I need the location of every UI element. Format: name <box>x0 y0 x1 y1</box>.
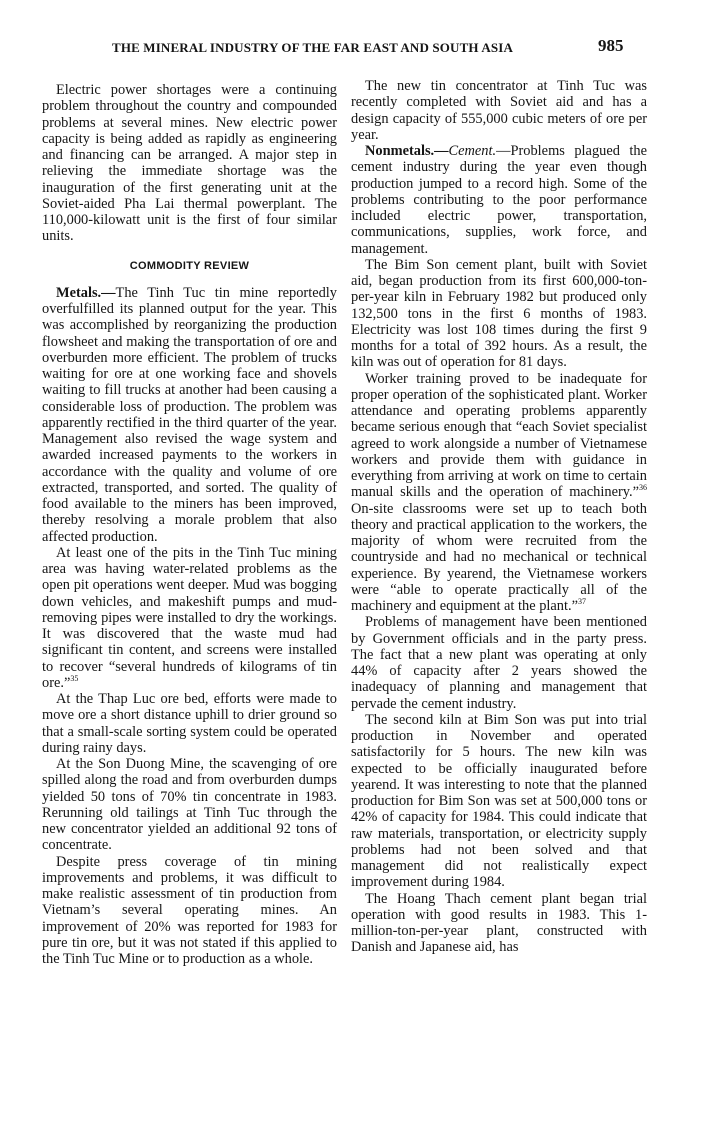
footnote-ref: 36 <box>639 483 647 493</box>
section-heading: COMMODITY REVIEW <box>129 259 250 272</box>
paragraph: Electric power shortages were a continuing problem throughout the country and compounded problems at several mines. New electric power capacity is being added as rapidly as engineering and financing can be arranged. A major step in relieving the immediate shortage was the inauguration of the first generating unit at the Soviet-aided Pha Lai thermal powerplant. The 110,000-kilowatt unit is the first of four similar units. <box>42 82 337 245</box>
right-column <box>351 78 647 956</box>
run-in-heading: Metals.— <box>56 284 116 301</box>
paragraph: At least one of the pits in the Tinh Tuc mining area was having water-related problems as the open pit operations went deeper. Mud was bogging down vehicles, and makeshift pumps and mud-removing pipes were installed to dry the workings. It was discovered that the waste mud had significant tin content, and screens were installed to recover “several hundreds of kilograms of tin ore.”$^{35}$ <box>42 544 337 691</box>
paragraph: The Hoang Thach cement plant began trial operation with good results in 1983. This 1-million-ton-per-year plant, constructed with Danish and Japanese aid, has <box>351 890 647 956</box>
run-in-heading: Nonmetals.— <box>365 143 449 159</box>
running-header <box>0 36 712 60</box>
run-in-subheading: Cement. <box>448 143 497 159</box>
footnote-ref: 35 <box>70 673 79 683</box>
paragraph: The Bim Son cement plant, built with Soviet aid, began production from its first 600,000-ton-per-year kiln in February 1982 but produced only 132,500 tons in the first 6 months of 1983. Electricity was lost 108 times during the first 9 months for a total of 392 hours. As a result, the kiln was out of operation for 81 days. <box>351 256 647 371</box>
paragraph: The second kiln at Bim Son was put into trial production in November and operated satisfactorily for 5 hours. The new kiln was expected to be officially inaugurated before yearend. It was interesting to note that the planned production for Bim Son was set at 500,000 tons or 42% of capacity for 1984. This could indicate that raw materials, transportation, or electricity supply problems had not been solved and that management did not realistically expect improvement during 1984. <box>351 711 647 891</box>
footnote-ref: 37 <box>577 597 586 607</box>
paragraph: Despite press coverage of tin mining improvements and problems, it was difficult to make realistic assessment of tin production from Vietnam’s several operating mines. An improvement of 20% was reported for 1983 for pure tin ore, but it was not stated if this applied to the Tinh Tuc Mine or to production as a whole. <box>42 853 337 967</box>
running-title: THE MINERAL INDUSTRY OF THE FAR EAST AND SOUTH ASIA <box>112 40 514 55</box>
paragraph: Worker training proved to be inadequate for proper operation of the sophisticated plant. Worker attendance and operating problems apparently became serious enough that “each Soviet specialist agreed to work alongside a number of Vietnamese workers and provide them with guidance in everything from arriving at work on time to certain manual skills and the operation of machinery.”$^{36}$ On-site classrooms were set up to teach both theory and practical application to the workers, the majority of whom were recruited from the countryside and had no mechanical or technical experience. By yearend, the Vietnamese workers were “able to operate practically all of the machinery and equipment at the plant.”$^{37}$ <box>351 370 647 614</box>
paragraph: At the Son Duong Mine, the scavenging of ore spilled along the road and from overburden dumps yielded 50 tons of 70% tin concentrate in 1983. Rerunning old tailings at Tinh Tuc through the new concentrator yielded an additional 92 tons of concentrate. <box>42 756 337 854</box>
paragraph: At the Thap Luc ore bed, efforts were made to move ore a short distance uphill to drier ground so that a small-scale sorting system could be operated during rainy days. <box>42 691 337 756</box>
left-column <box>42 82 337 967</box>
paragraph: Nonmetals.—Cement.—Problems plagued the cement industry during the year even though production jumped to a record high. Some of the problems contributing to the poor performance included electric power, transportation, communications, supplies, work force, and management. <box>351 143 647 257</box>
paragraph: Problems of management have been mentioned by Government officials and in the party press. The fact that a new plant was operating at only 44% of capacity after 2 years showed the inadequacy of planning and management that pervade the cement industry. <box>351 614 647 712</box>
paragraph: Metals.—The Tinh Tuc tin mine reportedly overfulfilled its planned output for the year. This was accomplished by reorganizing the production flowsheet and making the transportation of ore and overburden more efficient. The problem of trucks waiting for ore at one working face and shovels waiting to fill trucks at another had been causing a considerable loss of production. The problem was apparently rectified in the third quarter of the year. Management also revised the wage system and awarded increased payments to the workers in accordance with the quality and volume of ore extracted, transported, and sorted. The quality of food available to the miners has been improved, thereby resolving a morale problem that also affected production. <box>42 284 337 545</box>
paragraph: The new tin concentrator at Tinh Tuc was recently completed with Soviet aid and has a design capacity of 555,000 cubic meters of ore per year. <box>351 78 647 143</box>
page-number: 985 <box>598 36 624 55</box>
